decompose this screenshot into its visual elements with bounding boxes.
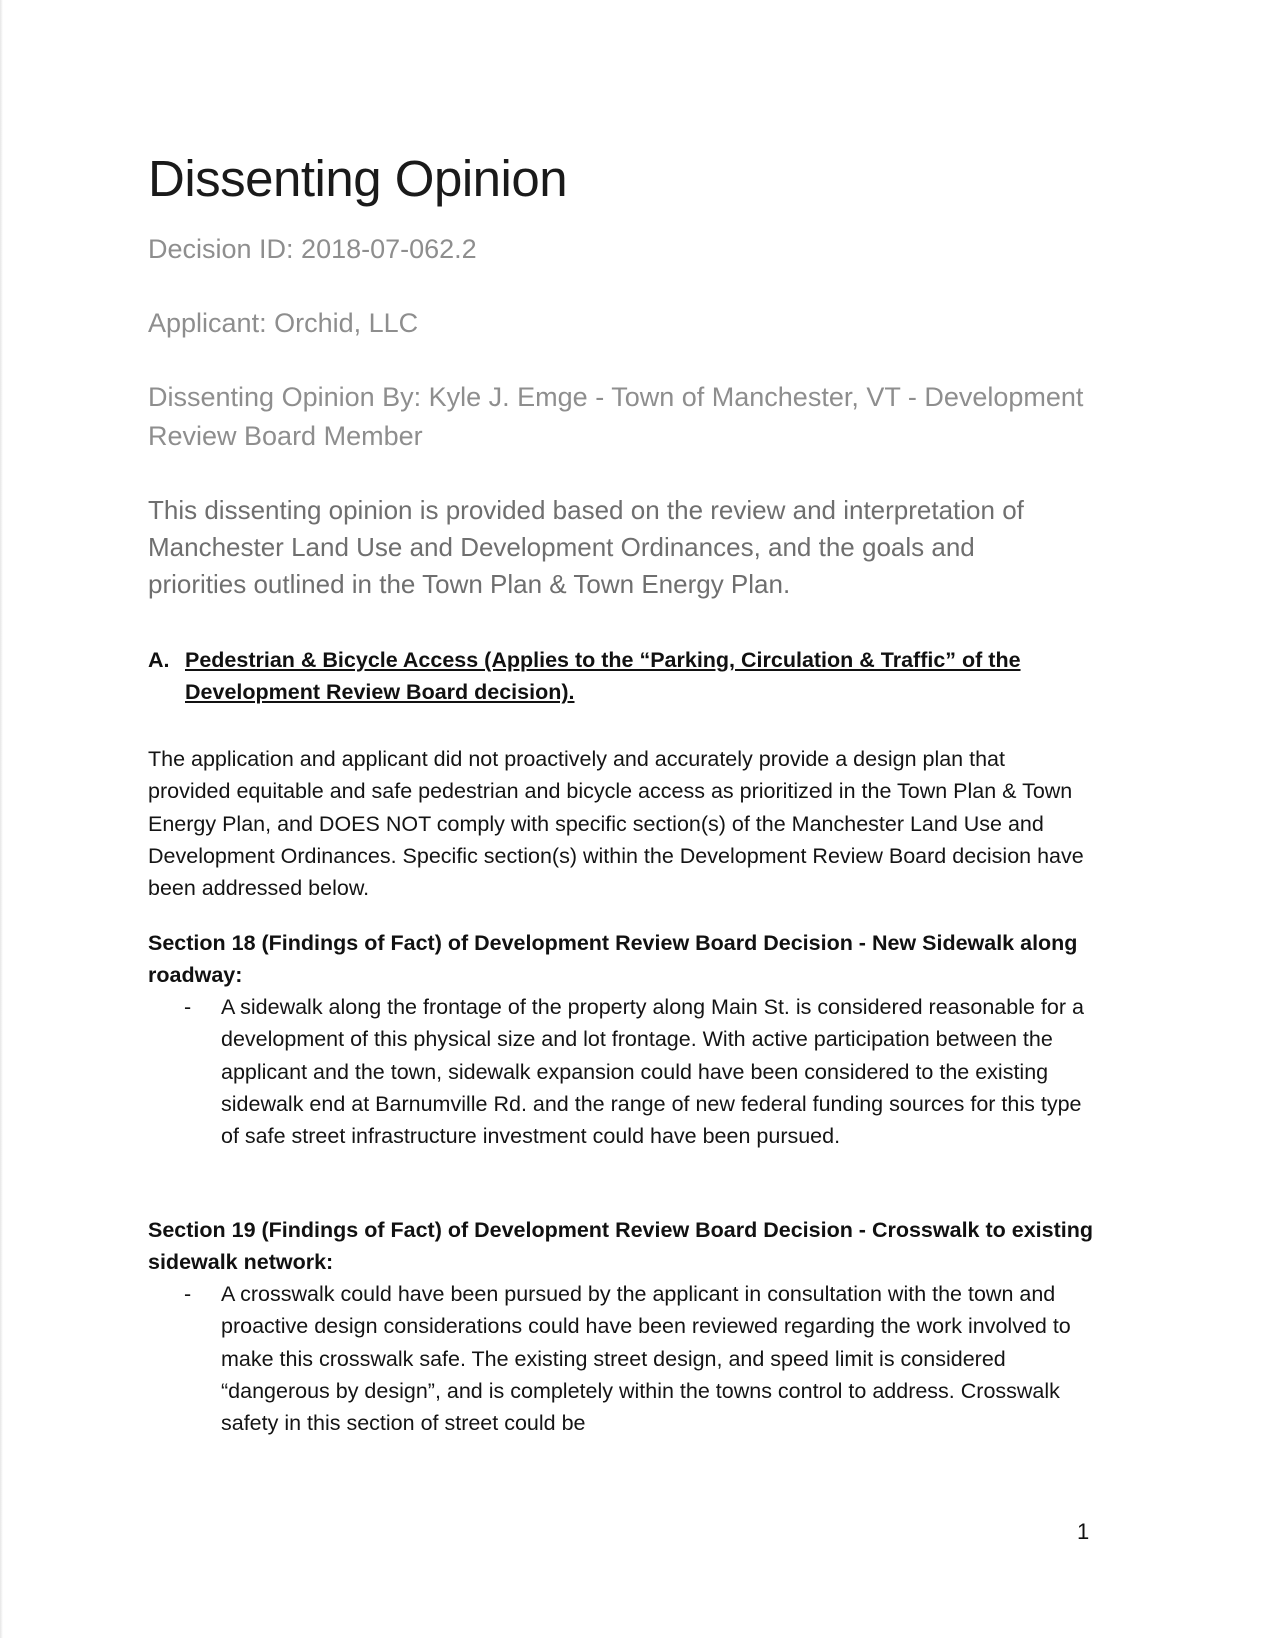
finding-section-18 <box>148 927 1098 1152</box>
bullet-dash: - <box>184 995 192 1019</box>
finding-section-19 <box>148 1214 1098 1439</box>
finding-bullet-item <box>148 1278 1098 1439</box>
finding-title: Section 18 (Findings of Fact) of Development Review Board Decision - New Sidewalk along roadway: <box>148 931 1078 987</box>
finding-bullet-item <box>148 991 1098 1152</box>
decision-id: Decision ID: 2018-07-062.2 <box>148 234 477 264</box>
page-number: 1 <box>1077 1519 1090 1544</box>
intro-paragraph: This dissenting opinion is provided based on the review and interpretation of Manchester Land Use and Development Ordinances, and the goals and priorities outlined in the Town Plan & Town Energy Plan. <box>148 495 1024 599</box>
section-a-heading-text: Pedestrian & Bicycle Access (Applies to the “Parking, Circulation & Traffic” of the Development Review Board decision). <box>185 648 1021 704</box>
section-a-body: The application and applicant did not proactively and accurately provide a design plan that provided equitable and safe pedestrian and bicycle access as prioritized in the Town Plan & Town Energy Plan, and DOES NOT comply with specific section(s) of the Manchester Land Use and Development Ordinances. Specific section(s) within the Development Review Board decision have been addressed below. <box>148 747 1084 901</box>
finding-text: A sidewalk along the frontage of the property along Main St. is considered reasonable for a development of this physical size and lot frontage. With active participation between the applicant and the town, sidewalk expansion could have been considered to the existing sidewalk end at Barnumville Rd. and the range of new federal funding sources for this type of safe street infrastructure investment could have been pursued. <box>221 995 1084 1149</box>
scan-edge-shadow <box>0 0 3 1638</box>
section-a-heading <box>148 644 1098 708</box>
author-line: Dissenting Opinion By: Kyle J. Emge - Town of Manchester, VT - Development Review Board Member <box>148 382 1084 451</box>
finding-title: Section 19 (Findings of Fact) of Development Review Board Decision - Crosswalk to existing sidewalk network: <box>148 1218 1093 1274</box>
applicant-line: Applicant: Orchid, LLC <box>148 308 419 338</box>
page-title: Dissenting Opinion <box>148 150 568 207</box>
finding-text: A crosswalk could have been pursued by the applicant in consultation with the town and proactive design considerations could have been reviewed regarding the work involved to make this crosswalk safe. The existing street design, and speed limit is considered “dangerous by design”, and is completely within the towns control to address. Crosswalk safety in this section of street could be <box>221 1282 1071 1436</box>
bullet-dash: - <box>184 1282 192 1306</box>
section-a-letter: A. <box>148 648 170 672</box>
